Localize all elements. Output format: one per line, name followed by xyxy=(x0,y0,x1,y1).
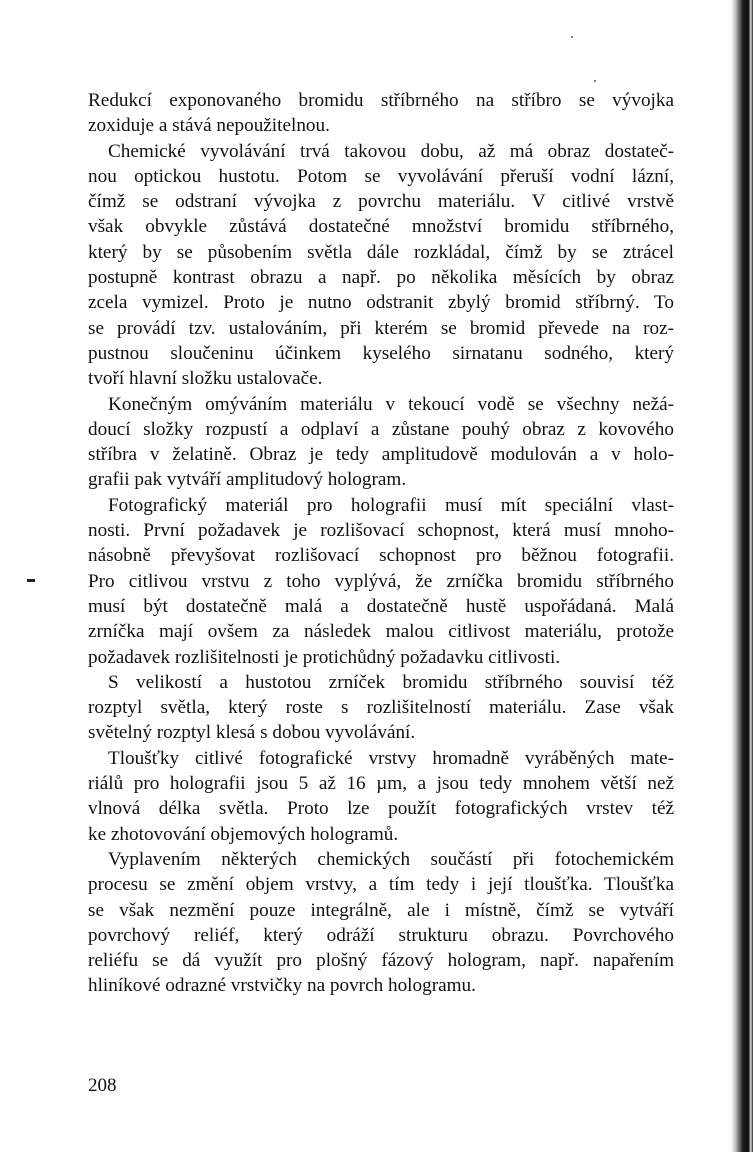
margin-mark xyxy=(27,579,35,582)
text-line: násobně převyšovat rozlišovací schopnost pro běžnou fotografii. xyxy=(88,545,674,567)
paragraph xyxy=(88,670,674,746)
text-line: však obvykle zůstává dostatečné množství bromidu stříbrného, xyxy=(88,216,674,238)
paragraph xyxy=(88,847,674,999)
text-line: ke zhotovování objemových hologramů. xyxy=(88,823,399,845)
paragraph xyxy=(88,746,674,847)
text-line: který by se působením světla dále rozkládal, čímž by se ztrácel xyxy=(88,241,674,263)
text-line: zrníčka mají ovšem za následek malou citlivost materiálu, protože xyxy=(88,621,674,643)
text-line: grafii pak vytváří amplitudový hologram. xyxy=(88,469,407,491)
text-line: postupně kontrast obrazu a např. po několika měsících by obraz xyxy=(88,267,674,289)
text-line: Redukcí exponovaného bromidu stříbrného na stříbro se vývojka xyxy=(88,90,674,111)
text-line: se provádí tzv. ustalováním, při kterém se bromid převede na roz- xyxy=(88,317,674,339)
text-line: Pro citlivou vrstvu z toho vyplývá, že zrníčka bromidu stříbrného xyxy=(88,570,674,592)
paragraph xyxy=(88,493,674,670)
text-line: požadavek rozlišitelnosti je protichůdný požadavku citlivosti. xyxy=(88,646,561,668)
text-line: zcela vymizel. Proto je nutno odstranit zbylý bromid stříbrný. To xyxy=(88,292,674,314)
text-line: riálů pro holografii jsou 5 až 16 µm, a jsou tedy mnohem větší než xyxy=(88,773,674,795)
text-line: pustnou sloučeninu účinkem kyselého sirnatanu sodného, který xyxy=(88,342,674,364)
text-line: světelný rozptyl klesá s dobou vyvolávání. xyxy=(88,722,416,744)
text-line: stříbra v želatině. Obraz je tedy amplitudově modulován a v holo- xyxy=(88,444,674,466)
text-line: Vyplavením některých chemických součástí při fotochemickém xyxy=(108,848,674,870)
text-line: Fotografický materiál pro holografii musí mít speciální vlast- xyxy=(108,494,674,516)
text-line: nosti. První požadavek je rozlišovací schopnost, která musí mnoho- xyxy=(88,520,674,542)
text-line: musí být dostatečně malá a dostatečně hustě uspořádaná. Malá xyxy=(88,595,674,617)
page-edge-shadow xyxy=(731,0,753,1152)
body-text xyxy=(88,88,674,999)
text-line: se však nezmění pouze integrálně, ale i místně, čímž se vytváří xyxy=(88,899,674,921)
scan-speck xyxy=(594,80,596,82)
text-line: povrchový reliéf, který odráží strukturu obrazu. Povrchového xyxy=(88,924,674,946)
text-line: Konečným omýváním materiálu v tekoucí vodě se všechny nežá- xyxy=(108,393,674,415)
text-line: nou optickou hustotu. Potom se vyvolávání přeruší vodní lázní, xyxy=(88,165,674,187)
paragraph xyxy=(88,139,674,392)
text-line: hliníkové odrazné vrstvičky na povrch hologramu. xyxy=(88,975,476,997)
paragraph xyxy=(88,392,674,493)
text-line: vlnová délka světla. Proto lze použít fotografických vrstev též xyxy=(88,798,674,820)
text-line: Tloušťky citlivé fotografické vrstvy hromadně vyráběných mate- xyxy=(108,747,674,769)
text-line: reliéfu se dá využít pro plošný fázový hologram, např. napařením xyxy=(88,950,674,972)
text-line: S velikostí a hustotou zrníček bromidu stříbrného souvisí též xyxy=(108,671,674,693)
paragraph xyxy=(88,88,674,139)
scan-speck xyxy=(571,36,573,38)
text-line: doucí složky rozpustí a odplaví a zůstane pouhý obraz z kovového xyxy=(88,418,674,440)
text-line: Chemické vyvolávání trvá takovou dobu, až má obraz dostateč- xyxy=(108,140,674,162)
text-line: rozptyl světla, který roste s rozlišitelností materiálu. Zase však xyxy=(88,697,674,719)
text-line: tvoří hlavní složku ustalovače. xyxy=(88,368,323,390)
page-number: 208 xyxy=(88,1075,117,1096)
text-line: čímž se odstraní vývojka z povrchu materiálu. V citlivé vrstvě xyxy=(88,191,674,213)
text-line: zoxiduje a stává nepoužitelnou. xyxy=(88,115,330,137)
text-line: procesu se změní objem vrstvy, a tím tedy i její tloušťka. Tloušťka xyxy=(88,874,674,896)
